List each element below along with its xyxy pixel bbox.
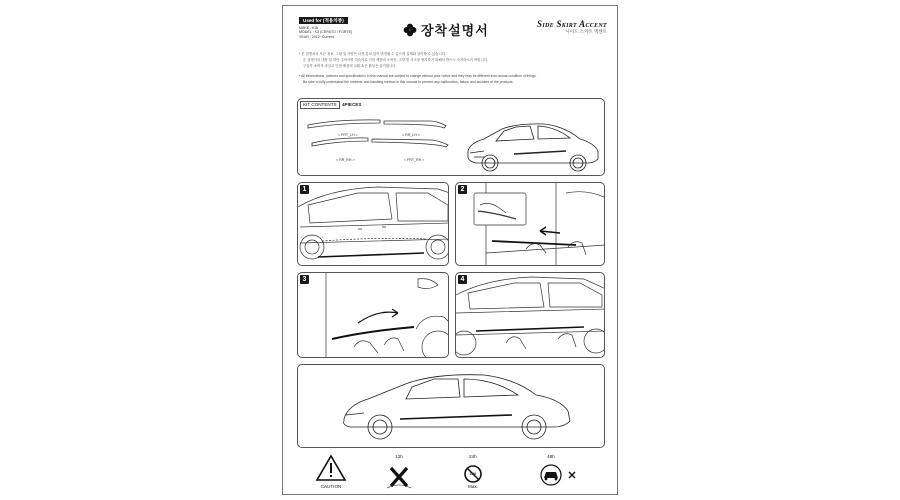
speed-max-label: Max.	[468, 484, 478, 489]
notice-ko-2: 본 설명서의 내용 및 하단 주의사항 미숙지로 인한 제품의 오작동, 고장 및 사고를 방지하기 위해서 반드시 숙지하시기 바랍니다.	[303, 58, 488, 63]
step-4-panel	[455, 272, 605, 358]
instruction-sheet	[282, 5, 618, 495]
step-4-drawing	[456, 273, 605, 358]
vehicle-meta	[299, 26, 352, 39]
meta-model: MODEL : K3 (CERATO / FORTE)	[299, 30, 353, 35]
step-1-drawing	[298, 183, 449, 266]
title-english: Side Skirt Accent	[537, 19, 607, 29]
part-frt-lh: < FRT_LH >	[338, 133, 358, 137]
step-4-number: 4	[458, 275, 467, 284]
usage-tag: Used for (적용차종)	[299, 17, 348, 24]
finished-car-panel	[297, 364, 605, 448]
caution-label: CAUTION	[320, 484, 342, 489]
speed-limit-item	[455, 454, 491, 492]
step-3-drawing	[298, 273, 449, 358]
part-frt-rh: < FRT_RH >	[404, 158, 425, 162]
no-water-item	[379, 454, 419, 492]
carwash-time: 48h	[547, 454, 555, 459]
clover-logo-icon	[403, 23, 417, 37]
no-water-icon	[379, 454, 419, 492]
part-rr-lh: < RR_LH >	[402, 133, 420, 137]
title-korean: 장착설명서	[421, 23, 489, 38]
caution-item	[313, 454, 349, 492]
kit-contents-label: KIT CONTENTS	[300, 101, 340, 109]
step-2-number: 2	[458, 185, 467, 194]
part-rr-rh: < RR_RH >	[336, 158, 355, 162]
subtitle-korean: 사이드 스커트 액센트	[565, 29, 607, 34]
speed-limit-time: 24h	[469, 454, 477, 459]
car-side-view-icon	[344, 375, 570, 439]
meta-make: MAKE : KIA	[299, 26, 318, 30]
finished-car-drawing	[298, 365, 605, 448]
page-title	[403, 20, 489, 39]
step-2-panel	[455, 182, 605, 266]
notice-ko-3: 구입후 소비자 과실로 인한 제품의 교환 혹은 환불은 불가합니다.	[303, 64, 397, 69]
step-1-panel	[297, 182, 449, 266]
no-carwash-item	[533, 454, 583, 492]
product-title	[537, 19, 607, 35]
kit-count: 4PIECES	[342, 102, 362, 107]
notice-en-1: * All informations, pictures and specifications in this manual are subject to change without prior notice and they may be different from actual condition of things.	[299, 73, 537, 78]
kit-contents-panel	[297, 98, 605, 176]
step-3-number: 3	[300, 275, 309, 284]
meta-year: YEAR : 2012~Current	[299, 34, 334, 39]
speed-badge: 100	[469, 471, 477, 476]
kit-parts-drawing	[298, 99, 605, 176]
step-1-number: 1	[300, 185, 309, 194]
moulding-strips-icon	[308, 120, 448, 147]
notice-text	[299, 52, 599, 86]
notice-en-2: Be sure to fully understand the contents and handling method in this manual to prevent any malfunction, failure and accident of the products.	[303, 79, 514, 84]
caution-icons-row	[303, 454, 599, 492]
no-carwash-icon	[533, 454, 583, 492]
car-illustration-icon	[468, 124, 598, 171]
warning-triangle-icon	[313, 454, 349, 484]
notice-ko-1: * 본 설명서의 모든 정보, 그림 및 사양은 사전 통보 없이 변경될 수 있으며 실제와 상이할 수 있습니다.	[299, 52, 446, 56]
step-2-drawing	[456, 183, 605, 266]
step-3-panel	[297, 272, 449, 358]
no-water-time: 12h	[395, 454, 403, 459]
